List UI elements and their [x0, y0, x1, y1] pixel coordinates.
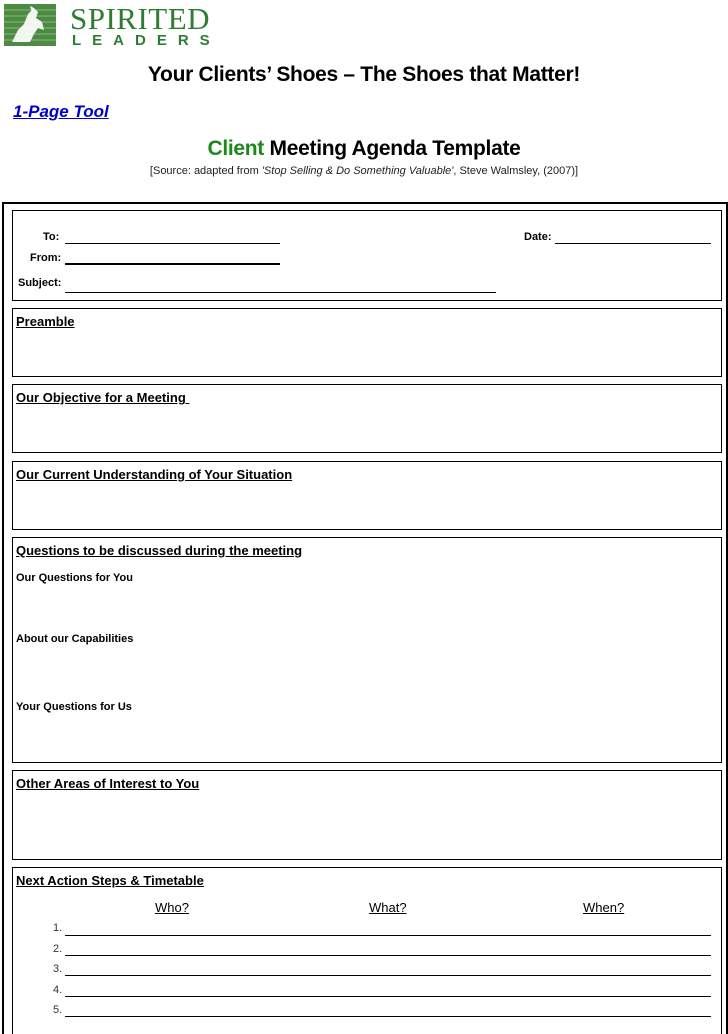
title-accent: Client — [207, 137, 265, 160]
preamble-title: Preamble — [16, 314, 75, 329]
header-box — [12, 210, 722, 301]
next-actions-title: Next Action Steps & Timetable — [16, 873, 204, 888]
what-column-header: What? — [369, 900, 407, 915]
from-label: From: — [30, 252, 62, 264]
questions-section[interactable] — [12, 537, 722, 763]
action-row-number: 4. — [53, 984, 63, 996]
subject-label: Subject: — [18, 277, 62, 289]
action-row-line[interactable] — [65, 1016, 711, 1017]
questions-title: Questions to be discussed during the meeting — [16, 543, 303, 558]
date-label: Date: — [524, 231, 552, 243]
objective-section[interactable] — [12, 384, 722, 453]
source-prefix: [Source: adapted from — [149, 165, 262, 177]
from-field[interactable] — [65, 263, 280, 265]
next-actions-section — [12, 867, 722, 1034]
objective-title: Our Objective for a Meeting — [16, 390, 190, 405]
horse-logo-icon — [4, 4, 56, 46]
logo-name: SPIRITED — [70, 1, 211, 36]
agenda-form-frame — [2, 202, 728, 1034]
subject-field[interactable] — [65, 292, 496, 293]
source-citation — [0, 165, 728, 177]
understanding-section[interactable] — [12, 461, 722, 530]
action-row-number: 1. — [53, 922, 63, 934]
action-row-line[interactable] — [65, 996, 711, 997]
logo-subtitle: LEADERS — [72, 32, 221, 49]
title-rest: Meeting Agenda Template — [264, 137, 521, 160]
understanding-title: Our Current Understanding of Your Situation — [16, 467, 293, 482]
our-questions-label: Our Questions for You — [16, 572, 133, 584]
source-work: 'Stop Selling & Do Something Valuable' — [261, 165, 454, 177]
action-row-number: 3. — [53, 963, 63, 975]
action-row-number: 2. — [53, 943, 63, 955]
page-headline: Your Clients’ Shoes – The Shoes that Matter! — [147, 63, 581, 86]
preamble-section[interactable] — [12, 308, 722, 377]
to-label: To: — [43, 231, 60, 243]
date-field[interactable] — [555, 243, 711, 244]
one-page-tool-link[interactable]: 1-Page Tool — [13, 102, 109, 121]
action-row-line[interactable] — [65, 935, 711, 936]
action-row-line[interactable] — [65, 955, 711, 956]
other-interests-title: Other Areas of Interest to You — [16, 776, 200, 791]
spirited-leaders-logo — [4, 1, 236, 49]
your-questions-label: Your Questions for Us — [16, 701, 132, 713]
capabilities-label: About our Capabilities — [16, 633, 134, 645]
page-title — [0, 137, 728, 161]
action-row-number: 5. — [53, 1004, 63, 1016]
to-field[interactable] — [65, 243, 280, 244]
other-interests-section[interactable] — [12, 770, 722, 860]
when-column-header: When? — [583, 900, 625, 915]
who-column-header: Who? — [155, 900, 189, 915]
action-row-line[interactable] — [65, 975, 711, 976]
source-suffix: , Steve Walmsley, (2007)] — [453, 165, 579, 177]
